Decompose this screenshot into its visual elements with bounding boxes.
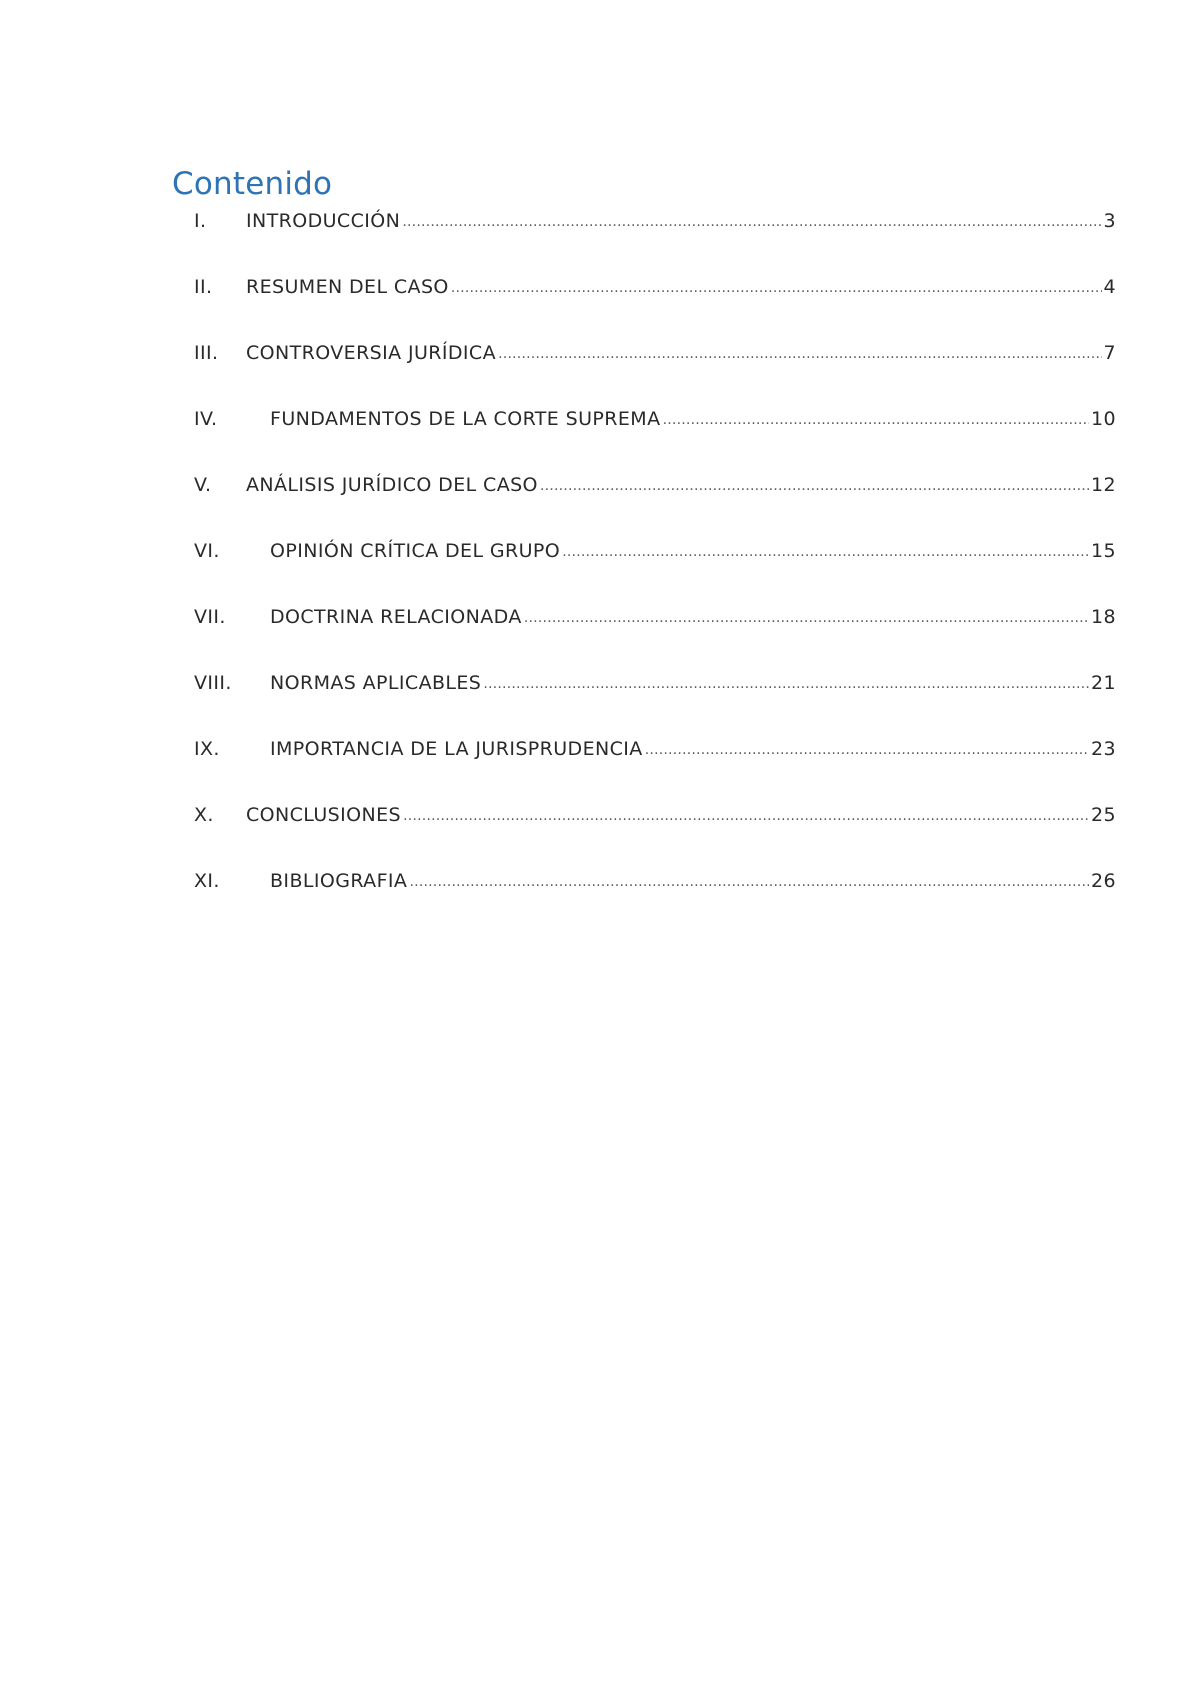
toc-line [194,470,1116,500]
toc-line [194,866,1116,896]
toc-dot-leader [498,339,1102,368]
toc-dot-leader [402,207,1101,236]
toc-dot-leader [403,801,1089,830]
toc-entry-page: 15 [1091,540,1116,562]
toc-entry-label: ANÁLISIS JURÍDICO DEL CASO [246,474,538,496]
toc-entry-number: XI. [194,870,220,892]
toc-dot-leader [451,273,1102,302]
toc-entry-introduccion[interactable] [194,206,1116,272]
toc-dot-leader [409,867,1089,896]
toc-entry-label: OPINIÓN CRÍTICA DEL GRUPO [270,540,561,562]
toc-line [194,800,1116,830]
toc-list [194,206,1116,932]
toc-entry-page: 4 [1103,276,1116,298]
toc-entry-page: 7 [1103,342,1116,364]
toc-entry-label: CONCLUSIONES [246,804,401,826]
toc-entry-number: VIII. [194,672,232,694]
toc-entry-analisis-juridico[interactable] [194,470,1116,536]
toc-entry-fundamentos-corte-suprema[interactable] [194,404,1116,470]
toc-entry-number: III. [194,342,219,364]
toc-entry-page: 25 [1091,804,1116,826]
toc-entry-number: II. [194,276,213,298]
toc-entry-label: CONTROVERSIA JURÍDICA [246,342,496,364]
toc-entry-label: INTRODUCCIÓN [246,210,401,232]
toc-entry-page: 23 [1091,738,1116,760]
toc-entry-page: 18 [1091,606,1116,628]
toc-entry-number: VII. [194,606,226,628]
toc-entry-label: RESUMEN DEL CASO [246,276,449,298]
toc-line [194,206,1116,236]
toc-entry-number: VI. [194,540,220,562]
toc-line [194,734,1116,764]
toc-entry-label: FUNDAMENTOS DE LA CORTE SUPREMA [270,408,661,430]
toc-dot-leader [483,669,1089,698]
toc-entry-page: 12 [1091,474,1116,496]
toc-entry-conclusiones[interactable] [194,800,1116,866]
toc-entry-number: IV. [194,408,218,430]
toc-dot-leader [562,537,1089,566]
toc-entry-page: 21 [1091,672,1116,694]
toc-title: Contenido [172,166,333,202]
toc-entry-page: 26 [1091,870,1116,892]
toc-entry-number: V. [194,474,212,496]
toc-entry-bibliografia[interactable] [194,866,1116,932]
toc-entry-importancia-jurisprudencia[interactable] [194,734,1116,800]
toc-entry-page: 10 [1091,408,1116,430]
toc-entry-resumen-del-caso[interactable] [194,272,1116,338]
toc-dot-leader [540,471,1089,500]
toc-entry-label: NORMAS APLICABLES [270,672,482,694]
toc-entry-label: BIBLIOGRAFIA [270,870,408,892]
toc-line [194,602,1116,632]
toc-line [194,404,1116,434]
toc-entry-number: X. [194,804,214,826]
toc-entry-opinion-critica[interactable] [194,536,1116,602]
toc-entry-controversia-juridica[interactable] [194,338,1116,404]
toc-entry-page: 3 [1103,210,1116,232]
toc-line [194,272,1116,302]
toc-entry-doctrina-relacionada[interactable] [194,602,1116,668]
toc-entry-label: DOCTRINA RELACIONADA [270,606,522,628]
toc-entry-number: I. [194,210,207,232]
toc-line [194,536,1116,566]
toc-dot-leader [662,405,1089,434]
toc-dot-leader [524,603,1089,632]
toc-line [194,338,1116,368]
toc-entry-label: IMPORTANCIA DE LA JURISPRUDENCIA [270,738,643,760]
toc-line [194,668,1116,698]
toc-entry-normas-aplicables[interactable] [194,668,1116,734]
toc-entry-number: IX. [194,738,220,760]
toc-dot-leader [645,735,1089,764]
